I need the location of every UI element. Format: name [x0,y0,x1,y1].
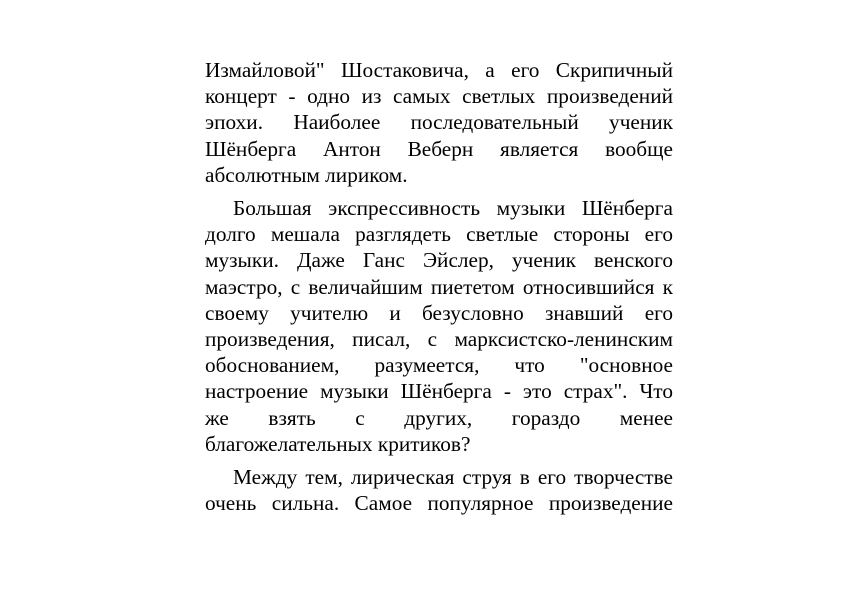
text-line: музыки. Даже Ганс Эйслер, ученик венского [205,248,673,273]
text-line: Шёнберга Антон Веберн является вообще [205,136,673,161]
text-line: Большая экспрессивность музыки Шёнберга [233,196,673,221]
text-line: очень сильна. Самое популярное произведение [205,491,673,516]
text-line: Измайловой" Шостаковича, а его Скрипичный [205,58,673,82]
text-line: эпохи. Наиболее последовательный ученик [205,110,673,135]
paragraph-3 [205,464,673,516]
text-line: же взять с других, гораздо менее [205,405,673,430]
text-line: произведения, писал, с марксистско-ленинским [205,327,673,352]
paragraph-1 [205,57,673,188]
paragraph-2 [205,195,673,457]
text-line: долго мешала разглядеть светлые стороны его [205,222,673,247]
text-line: маэстро, с величайшим пиететом относившийся к [205,274,673,299]
text-line: благожелательных критиков? [205,431,471,456]
text-line: своему учителю и безусловно знавший его [205,300,673,325]
text-line: обоснованием, разумеется, что "основное [205,353,673,378]
text-line: Между тем, лирическая струя в его творчестве [233,465,673,490]
text-line: абсолютным лириком. [205,162,408,187]
text-line: концерт - одно из самых светлых произведений [205,84,673,109]
text-line: настроение музыки Шёнберга - это страх". Что [205,379,673,404]
document-text [205,57,673,516]
